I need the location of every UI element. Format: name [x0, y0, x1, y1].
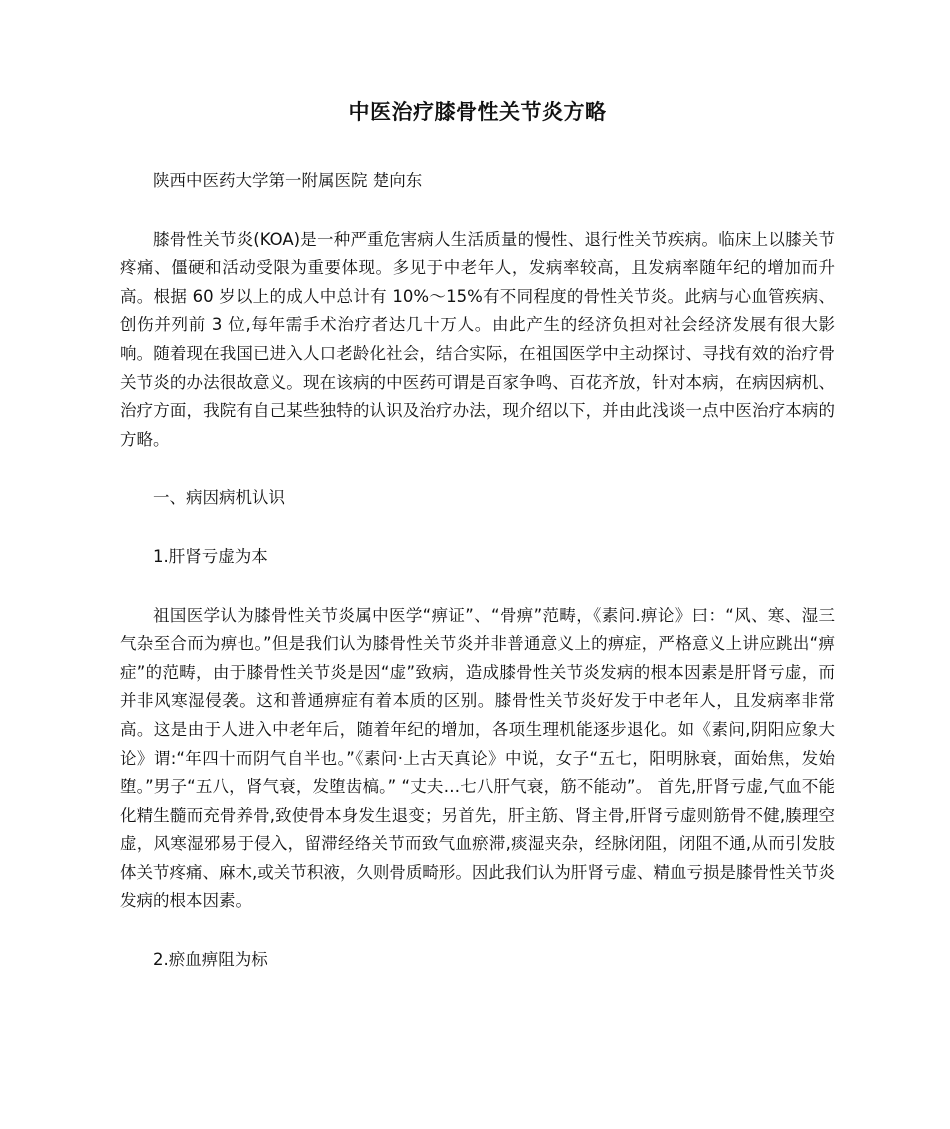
subsection-1-paragraph: 祖国医学认为膝骨性关节炎属中医学“痹证”、“骨痹”范畴，《素问.痹论》曰：“风、寒、湿三气杂至合而为痹也。”但是我们认为膝骨性关节炎并非普通意义上的痹症，严格意义上讲应跳出“痹症”的范畴，由于膝骨性关节炎是因“虚”致病，造成膝骨性关节炎发病的根本因素是肝肾亏虚，而并非风寒湿侵袭。这和普通痹症有着本质的区别。膝骨性关节炎好发于中老年人，且发病率非常高。这是由于人进入中老年后，随着年纪的增加，各项生理机能逐步退化。如《素问,阴阳应象大论》谓:“年四十而阴气自半也。”《素问·上古天真论》中说，女子“五七，阳明脉衰，面始焦，发始堕。”男子“五八，肾气衰，发堕齿槁。” “丈夫…七八肝气衰，筋不能动”。 首先,肝肾亏虚,气血不能化精生髓而充骨养骨,致使骨本身发生退变；另首先，肝主筋、肾主骨,肝肾亏虚则筋骨不健,腠理空虚，风寒湿邪易于侵入，留滞经络关节而致气血瘀滞,痰湿夹杂，经脉闭阻，闭阻不通,从而引发肢体关节疼痛、麻木,或关节积液，久则骨质畸形。因此我们认为肝肾亏虚、精血亏损是膝骨性关节炎发病的根本因素。	[120, 605, 835, 911]
subsection-1-heading: 1.肝肾亏虚为本	[153, 546, 268, 566]
author-line: 陕西中医药大学第一附属医院 楚向东	[153, 171, 423, 190]
intro-paragraph: 膝骨性关节炎(KOA)是一种严重危害病人生活质量的慢性、退行性关节疾病。临床上以膝关节疼痛、僵硬和活动受限为重要体现。多见于中老年人，发病率较高，且发病率随年纪的增加而升高。根据 60 岁以上的成人中总计有 10%～15%有不同程度的骨性关节炎。此病与心血管疾病、创伤并列前 3 位,每年需手术治疗者达几十万人。由此产生的经济负担对社会经济发展有很大影响。随着现在我国已进入人口老龄化社会，结合实际，在祖国医学中主动探讨、寻找有效的治疗骨关节炎的办法很故意义。现在该病的中医药可谓是百家争鸣、百花齐放，针对本病，在病因病机、治疗方面，我院有自己某些独特的认识及治疗办法，现介绍以下，并由此浅谈一点中医治疗本病的方略。	[120, 229, 835, 449]
subsection-2-heading: 2.瘀血痹阻为标	[153, 950, 268, 970]
document-page	[120, 95, 835, 975]
document-title: 中医治疗膝骨性关节炎方略	[348, 100, 607, 124]
section-1-heading: 一、病因病机认识	[153, 488, 285, 508]
